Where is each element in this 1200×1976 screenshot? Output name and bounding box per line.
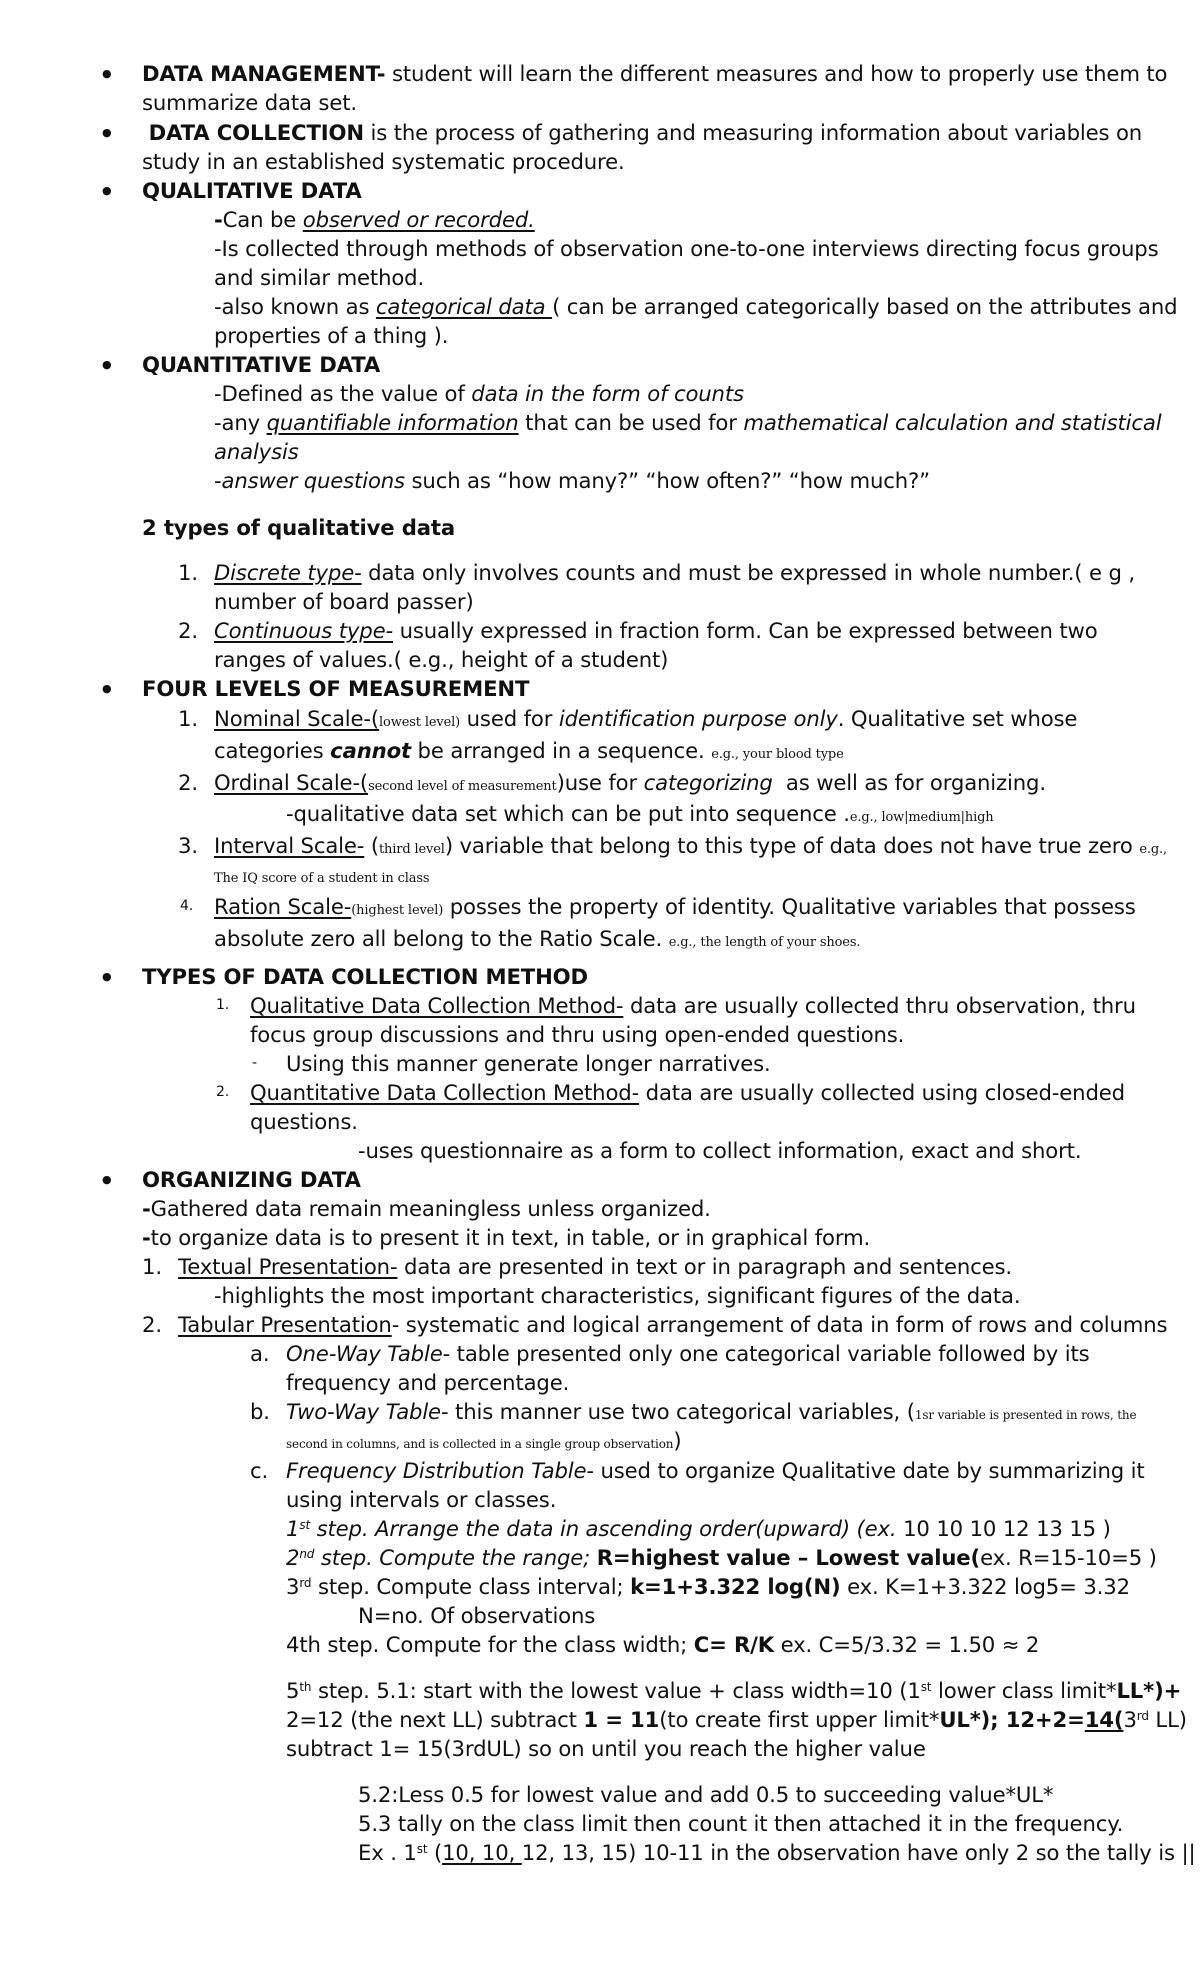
list-number: 1.	[216, 997, 230, 1013]
bullet-heading-line	[142, 118, 1142, 147]
list-number: 2.	[142, 1312, 162, 1337]
list-number: c.	[250, 1458, 269, 1483]
text-line	[214, 645, 668, 674]
line-text: Continuous type- usually expressed in fraction form. Can be expressed between two	[214, 618, 1098, 643]
bullet-heading-line	[142, 176, 362, 205]
line-text: properties of a thing ).	[214, 323, 449, 348]
line-text: 5.3 tally on the class limit then count it then attached it in the frequency.	[358, 1811, 1124, 1836]
line-text: -highlights the most important characteristics, significant figures of the data.	[214, 1283, 1021, 1308]
list-number: a.	[250, 1341, 270, 1366]
text-line	[178, 704, 1078, 737]
text-line	[214, 1281, 1020, 1310]
line-text: 2nd step. Compute the range; R=highest value – Lowest value(ex. R=15-10=5 )	[286, 1545, 1157, 1570]
text-line	[286, 1514, 1111, 1543]
line-text: analysis	[214, 439, 299, 464]
line-text: second in columns, and is collected in a single group observation)	[286, 1428, 682, 1453]
line-text: ranges of values.( e.g., height of a student)	[214, 647, 669, 672]
line-text: FOUR LEVELS OF MEASUREMENT	[142, 676, 530, 701]
text-line	[286, 799, 994, 832]
line-text: 1st step. Arrange the data in ascending order(upward) (ex. 10 10 10 12 13 15 )	[286, 1516, 1111, 1541]
text-line	[250, 1339, 1090, 1368]
text-line	[178, 616, 1098, 645]
text-line	[178, 768, 1046, 801]
line-text: TYPES OF DATA COLLECTION METHOD	[142, 964, 588, 989]
line-text: -answer questions such as “how many?” “how often?” “how much?”	[214, 468, 930, 493]
line-text: QUANTITATIVE DATA	[142, 352, 381, 377]
text-line	[358, 1136, 1081, 1165]
list-number: 3.	[178, 833, 198, 858]
text-line	[250, 1020, 904, 1049]
line-text: The IQ score of a student in class	[214, 871, 430, 886]
text-line	[252, 1049, 771, 1078]
list-number: 2.	[216, 1084, 230, 1100]
list-number: 4.	[180, 898, 194, 914]
line-text: Frequency Distribution Table- used to organize Qualitative date by summarizing it	[286, 1458, 1145, 1483]
text-line	[358, 1780, 1053, 1809]
list-number: 1.	[142, 1254, 162, 1279]
text-line	[286, 1485, 556, 1514]
line-text: -Is collected through methods of observation one-to-one interviews directing focus groups	[214, 236, 1159, 261]
line-text: study in an established systematic procedure.	[142, 149, 625, 174]
text-line	[142, 1252, 1012, 1281]
line-text: Textual Presentation- data are presented in text or in paragraph and sentences.	[178, 1254, 1012, 1279]
text-line	[216, 991, 1136, 1020]
text-line	[214, 292, 1177, 321]
text-line	[142, 1223, 870, 1252]
bullet-heading-line	[142, 59, 1167, 88]
text-line	[180, 892, 1136, 925]
text-line	[358, 1838, 1195, 1867]
text-line	[286, 1572, 1130, 1601]
text-line	[286, 1676, 1181, 1705]
line-text: -also known as categorical data ( can be arranged categorically based on the attributes and	[214, 294, 1178, 319]
text-line	[286, 1426, 681, 1459]
text-line	[214, 408, 1161, 437]
text-line	[214, 860, 429, 893]
line-text: -uses questionnaire as a form to collect information, exact and short.	[358, 1138, 1082, 1163]
line-text: 2=12 (the next LL) subtract 1 = 11(to create first upper limit*UL*); 12+2=14(3rd LL)	[286, 1707, 1187, 1732]
text-line	[214, 466, 930, 495]
line-text: questions.	[250, 1109, 358, 1134]
text-line	[214, 437, 299, 466]
text-line	[286, 1630, 1039, 1659]
list-number: 1.	[178, 706, 198, 731]
text-line	[214, 321, 448, 350]
text-line	[142, 1194, 711, 1223]
list-number: 1.	[178, 560, 198, 585]
line-text: 4th step. Compute for the class width; C= R/K ex. C=5/3.32 = 1.50 ≈ 2	[286, 1632, 1040, 1657]
line-text: DATA MANAGEMENT- student will learn the different measures and how to properly use them to	[142, 61, 1168, 86]
line-text: -qualitative data set which can be put into sequence .e.g., low|medium|high	[286, 801, 994, 826]
line-text: -to organize data is to present it in text, in table, or in graphical form.	[142, 1225, 871, 1250]
list-number: -	[252, 1055, 257, 1071]
text-line	[216, 1078, 1125, 1107]
text-line	[142, 88, 357, 117]
line-text: 3rd step. Compute class interval; k=1+3.322 log(N) ex. K=1+3.322 log5= 3.32	[286, 1574, 1130, 1599]
line-text: -Gathered data remain meaningless unless organized.	[142, 1196, 711, 1221]
line-text: -Can be observed or recorded.	[214, 207, 535, 232]
text-line	[250, 1456, 1145, 1485]
text-line	[286, 1368, 569, 1397]
text-line	[214, 736, 844, 769]
text-line	[214, 263, 424, 292]
line-text: One-Way Table- table presented only one categorical variable followed by its	[286, 1341, 1090, 1366]
text-line	[286, 1705, 1187, 1734]
text-line	[286, 1543, 1157, 1572]
text-line	[286, 1734, 926, 1763]
line-text: focus group discussions and thru using open-ended questions.	[250, 1022, 905, 1047]
text-line	[358, 1601, 595, 1630]
list-number: b.	[250, 1399, 270, 1424]
line-text: Ration Scale-(highest level) posses the property of identity. Qualitative variables that possess	[214, 894, 1136, 919]
line-text: Interval Scale- (third level) variable that belong to this type of data does not have true zero e.g.,	[214, 833, 1167, 858]
line-text: -any quantifiable information that can be used for mathematical calculation and statistical	[214, 410, 1162, 435]
text-line	[142, 1310, 1168, 1339]
text-line	[358, 1809, 1123, 1838]
line-text: Qualitative Data Collection Method- data are usually collected thru observation, thru	[250, 993, 1136, 1018]
line-text: Discrete type- data only involves counts and must be expressed in whole number.( e g ,	[214, 560, 1135, 585]
bullet-heading-line	[142, 674, 529, 703]
line-text: Nominal Scale-(lowest level) used for identification purpose only. Qualitative set whose	[214, 706, 1078, 731]
text-line	[214, 379, 744, 408]
text-line	[214, 205, 535, 234]
text-line	[142, 513, 455, 542]
line-text: ORGANIZING DATA	[142, 1167, 361, 1192]
line-text: Ex . 1st (10, 10, 12, 13, 15) 10-11 in the observation have only 2 so the tally is ||	[358, 1840, 1196, 1865]
text-line	[214, 234, 1158, 263]
line-text: absolute zero all belong to the Ratio Scale. e.g., the length of your shoes.	[214, 926, 861, 951]
text-line	[178, 558, 1135, 587]
line-text: and similar method.	[214, 265, 425, 290]
line-text: categories cannot be arranged in a sequence. e.g., your blood type	[214, 738, 844, 763]
line-text: Ordinal Scale-(second level of measurement)use for categorizing as well as for organizing.	[214, 770, 1046, 795]
line-text: summarize data set.	[142, 90, 357, 115]
line-text: subtract 1= 15(3rdUL) so on until you reach the higher value	[286, 1736, 926, 1761]
bullet-heading-line	[142, 962, 588, 991]
line-text: Using this manner generate longer narratives.	[286, 1051, 771, 1076]
line-text: QUALITATIVE DATA	[142, 178, 362, 203]
line-text: number of board passer)	[214, 589, 474, 614]
line-text: DATA COLLECTION is the process of gathering and measuring information about variables on	[148, 120, 1143, 145]
line-text: 2 types of qualitative data	[142, 515, 456, 540]
list-number: 2.	[178, 618, 198, 643]
bullet-heading-line	[142, 350, 380, 379]
line-text: 5th step. 5.1: start with the lowest value + class width=10 (1st lower class limit*LL*)+	[286, 1678, 1182, 1703]
line-text: frequency and percentage.	[286, 1370, 570, 1395]
line-text: N=no. Of observations	[358, 1603, 596, 1628]
line-text: 5.2:Less 0.5 for lowest value and add 0.5 to succeeding value*UL*	[358, 1782, 1054, 1807]
line-text: Quantitative Data Collection Method- data are usually collected using closed-ended	[250, 1080, 1125, 1105]
bullet-heading-line	[142, 1165, 361, 1194]
line-text: -Defined as the value of data in the form of counts	[214, 381, 744, 406]
line-text: using intervals or classes.	[286, 1487, 557, 1512]
list-number: 2.	[178, 770, 198, 795]
text-line	[142, 147, 625, 176]
text-line	[214, 587, 474, 616]
line-text: Two-Way Table- this manner use two categorical variables, (1sr variable is presented in rows, the	[286, 1399, 1137, 1424]
text-line	[214, 924, 860, 957]
text-line	[250, 1107, 358, 1136]
line-text: Tabular Presentation- systematic and logical arrangement of data in form of rows and columns	[178, 1312, 1168, 1337]
